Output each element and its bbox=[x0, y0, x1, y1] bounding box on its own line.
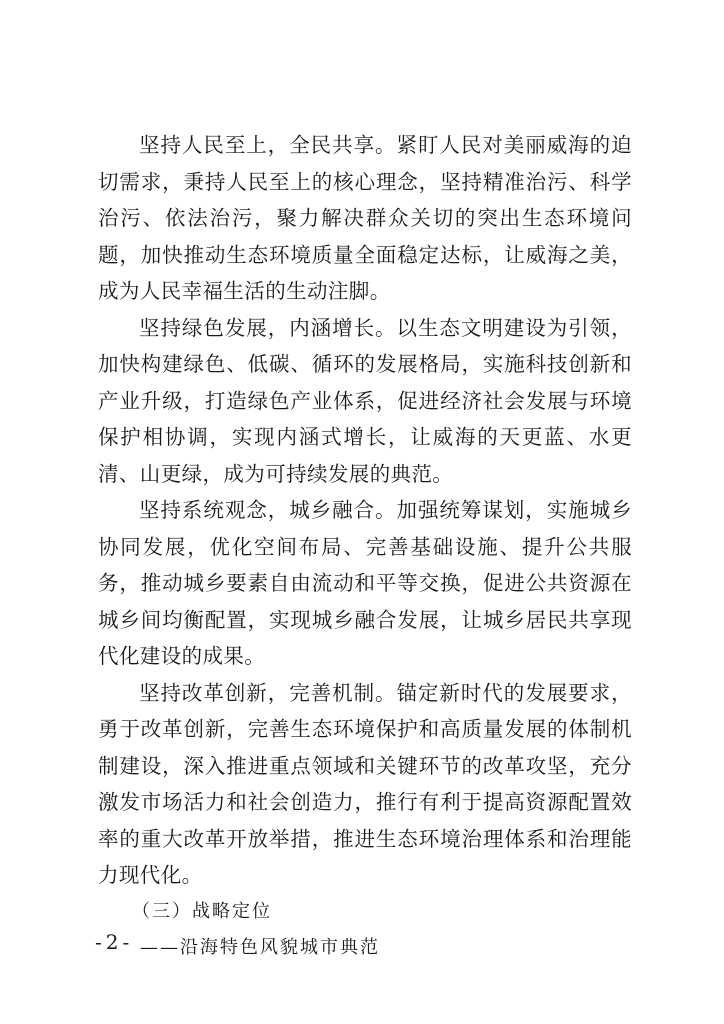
page-number: -2- bbox=[95, 930, 134, 954]
section-heading: （三）战略定位 bbox=[132, 900, 272, 922]
paragraph-systems-thinking: 坚持系统观念，城乡融合。加强统筹谋划，实施城乡协同发展，优化空间布局、完善基础设施、提升公共服务，推动城乡要素自由流动和平等交换，促进公共资源在城乡间均衡配置，实现城乡融合发展，让城乡居民共享现代化建设的成果。 bbox=[98, 498, 632, 668]
paragraph-reform-innovation: 坚持改革创新，完善机制。锚定新时代的发展要求，勇于改革创新，完善生态环境保护和高质量发展的体制机制建设，深入推进重点领域和关键环节的改革攻坚，充分激发市场活力和社会创造力，推行有利于提高资源配置效率的重大改革开放举措，推进生态环境治理体系和治理能力现代化。 bbox=[98, 680, 632, 887]
paragraph-green-development: 坚持绿色发展，内涵增长。以生态文明建设为引领，加快构建绿色、低碳、循环的发展格局，实施科技创新和产业升级，打造绿色产业体系，促进经济社会发展与环境保护相协调，实现内涵式增长，让威海的天更蓝、水更清、山更绿，成为可持续发展的典范。 bbox=[98, 315, 632, 486]
paragraph-people-first: 坚持人民至上，全民共享。紧盯人民对美丽威海的迫切需求，秉持人民至上的核心理念，坚持精准治污、科学治污、依法治污，聚力解决群众关切的突出生态环境问题，加快推动生态环境质量全面稳定达标，让威海之美，成为人民幸福生活的生动注脚。 bbox=[98, 133, 632, 303]
section-subheading: ——沿海特色风貌城市典范 bbox=[140, 937, 380, 958]
document-body bbox=[98, 127, 632, 967]
